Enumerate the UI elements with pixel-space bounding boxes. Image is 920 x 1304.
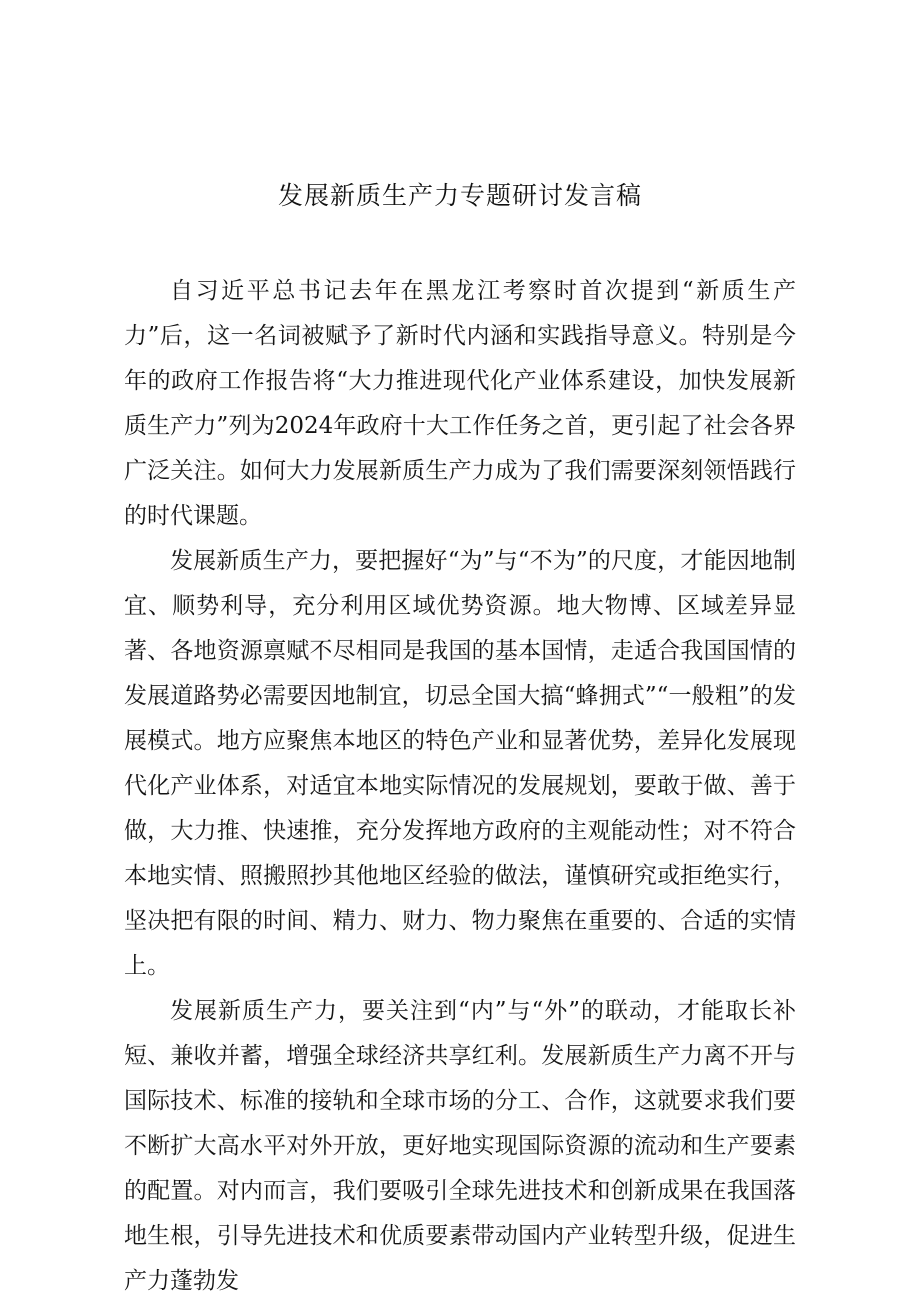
document-title: 发展新质生产力专题研讨发言稿 <box>277 181 642 210</box>
paragraph-2: 发展新质生产力，要把握好“为”与“不为”的尺度，才能因地制宜、顺势利导，充分利用区域优势资源。地大物博、区域差异显著、各地资源禀赋不尽相同是我国的基本国情，走适合我国国情的发展道路势必需要因地制宜，切忌全国大搞“蜂拥式”“一般粗”的发展模式。地方应聚焦本地区的特色产业和显著优势，差异化发展现代化产业体系，对适宜本地实际情况的发展规划，要敢于做、善于做，大力推、快速推，充分发挥地方政府的主观能动性；对不符合本地实情、照搬照抄其他地区经验的做法，谨慎研究或拒绝实行，坚决把有限的时间、精力、财力、物力聚焦在重要的、合适的实情上。 <box>124 548 796 979</box>
document-body <box>124 269 796 1304</box>
paragraph-1: 自习近平总书记去年在黑龙江考察时首次提到“新质生产力”后，这一名词被赋予了新时代内涵和实践指导意义。特别是今年的政府工作报告将“大力推进现代化产业体系建设，加快发展新质生产力”列为2024年政府十大工作任务之首，更引起了社会各界广泛关注。如何大力发展新质生产力成为了我们需要深刻领悟践行的时代课题。 <box>124 278 796 529</box>
paragraph-3: 发展新质生产力，要关注到“内”与“外”的联动，才能取长补短、兼收并蓄，增强全球经济共享红利。发展新质生产力离不开与国际技术、标准的接轨和全球市场的分工、合作，这就要求我们要不断扩大高水平对外开放，更好地实现国际资源的流动和生产要素的配置。对内而言，我们要吸引全球先进技术和创新成果在我国落地生根，引导先进技术和优质要素带动国内产业转型升级，促进生产力蓬勃发 <box>124 998 796 1294</box>
